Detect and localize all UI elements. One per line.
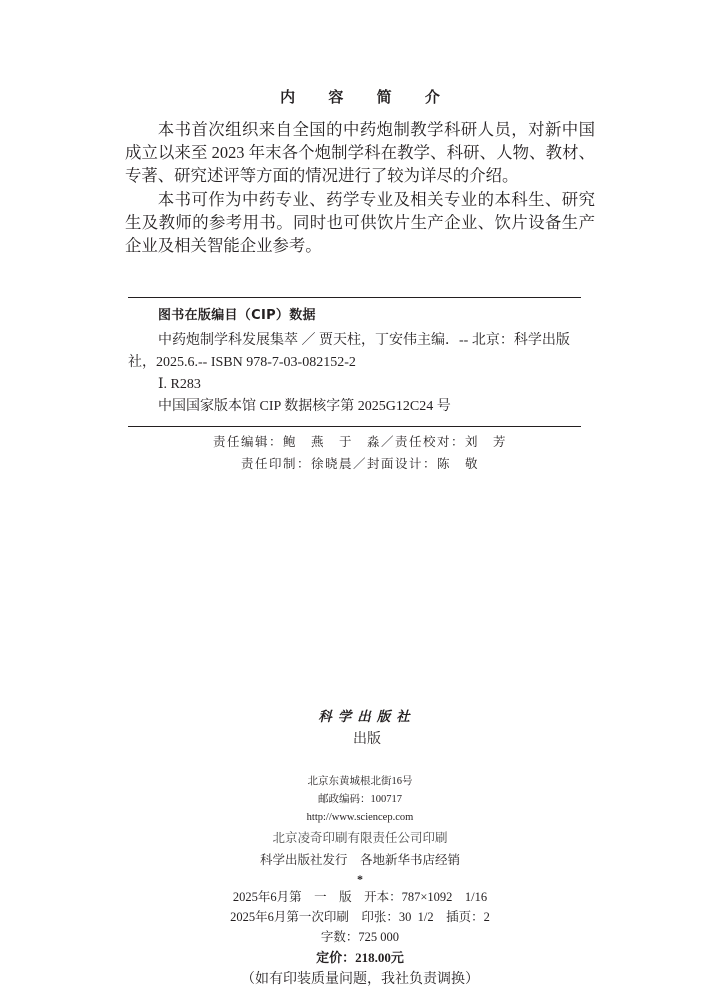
summary-body [125,118,595,257]
cip-bottom-rule [128,426,581,427]
imprint-block [0,684,720,991]
quality-notice: （如有印装质量问题，我社负责调换） [241,972,479,987]
publisher-suffix: 出版 [353,732,381,747]
publisher-website: http://www.sciencep.com [306,812,414,823]
editorial-credits [0,431,720,475]
publisher-line [0,684,720,773]
word-count: 字数：725 000 [320,930,400,944]
cip-top-rule [128,297,581,298]
separator-asterisk: * [357,872,363,886]
edition-line: 2025年6月第 一 版 开本：787×1092 1/16 [232,890,488,904]
printer-line: 北京凌奇印刷有限责任公司印刷 [272,831,448,845]
cip-record-number: 中国国家版本馆 CIP 数据核字第 2025G12C24 号 [158,399,451,414]
publisher-logo-text: 科学出版社 [318,709,416,725]
distribution-line: 科学出版社发行 各地新华书店经销 [259,853,460,867]
cip-entry-line: 社，2025.6.-- ISBN 978-7-03-082152-2 [128,355,356,370]
cip-heading: 图书在版编目（CIP）数据 [158,308,316,323]
publisher-postcode: 邮政编码：100717 [318,794,402,805]
credits-editors: 责任编辑：鲍 燕 于 淼／责任校对：刘 芳 [212,434,507,449]
cip-entry-line: 中药炮制学科发展集萃 ／ 贾天柱，丁安伟主编．-- 北京：科学出版 [158,333,570,348]
credits-production: 责任印制：徐晓晨／封面设计：陈 敬 [240,456,479,471]
summary-paragraph: 本书首次组织来自全国的中药炮制教学科研人员，对新中国成立以来至 2023 年末各个炮制学科在教学、科研、人物、教材、专著、研究述评等方面的情况进行了较为详尽的介绍。 [125,120,595,186]
publisher-address: 北京东黄城根北街16号 [307,776,413,787]
summary-title: 内 容 简 介 [280,88,454,106]
summary-paragraph: 本书可作为中药专业、药学专业及相关专业的本科生、研究生及教师的参考用书。同时也可供饮片生产企业、饮片设备生产企业及相关智能企业参考。 [125,189,595,256]
printing-line: 2025年6月第一次印刷 印张：30 1/2 插页：2 [230,910,490,924]
price: 定价：218.00元 [316,950,404,965]
cip-record [128,330,583,418]
cip-classification: Ⅰ. R283 [158,377,201,392]
